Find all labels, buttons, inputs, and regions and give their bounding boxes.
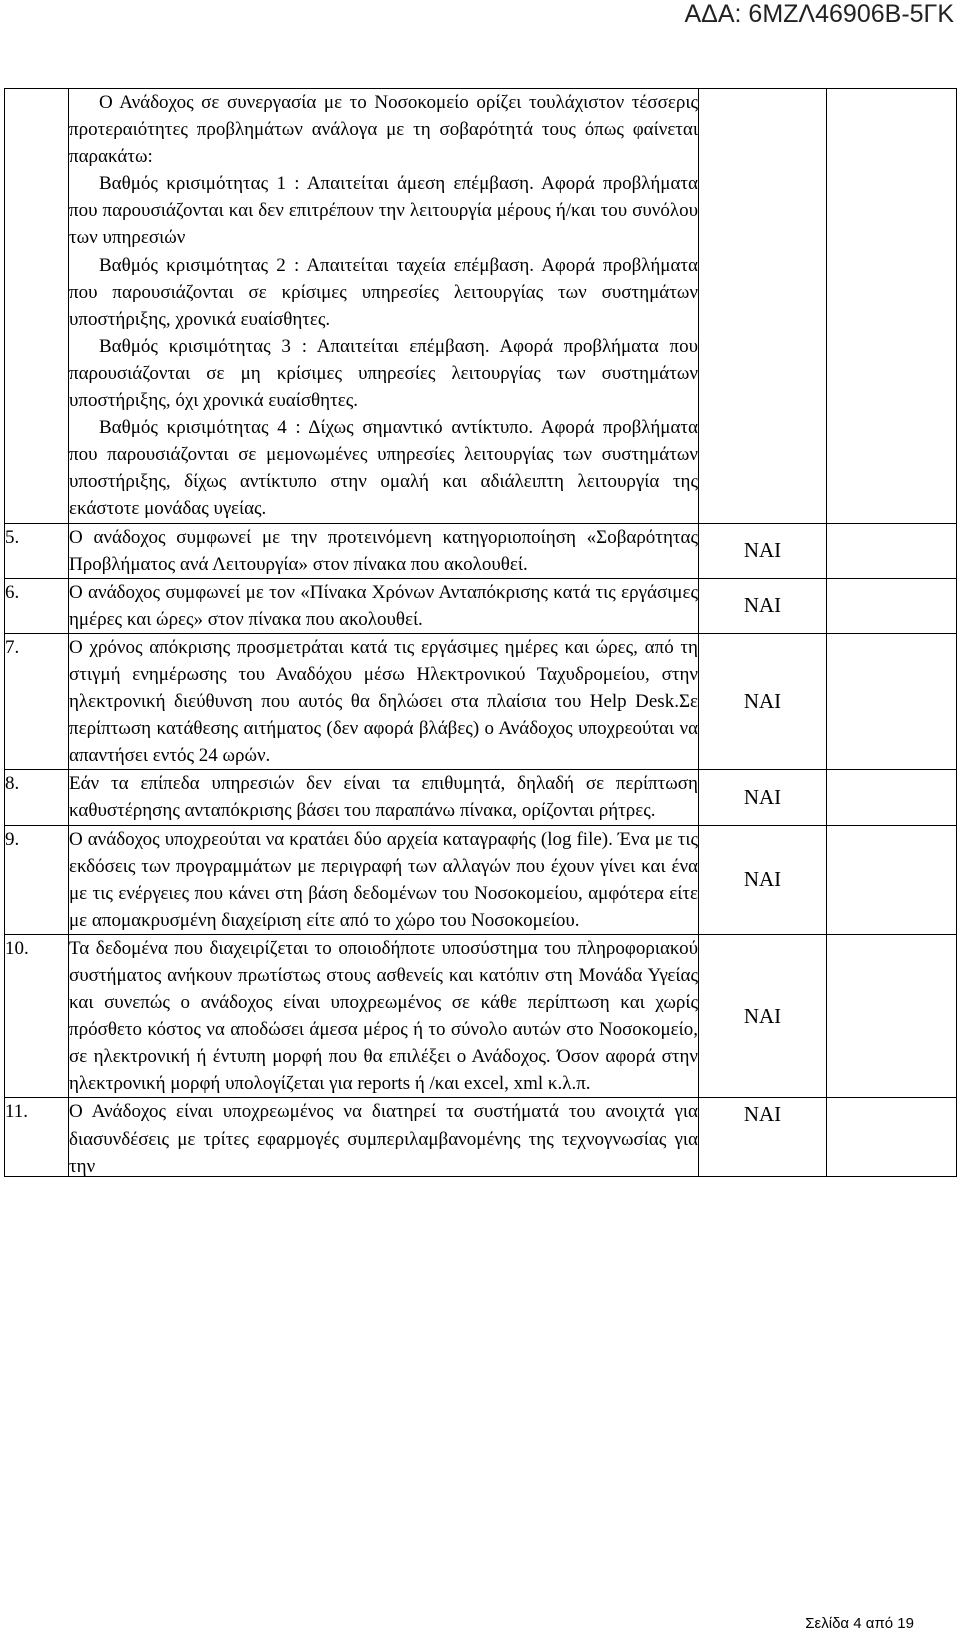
table-row (5, 578, 957, 633)
answer-cell: ΝΑΙ (699, 825, 827, 934)
answer-cell: ΝΑΙ (699, 934, 827, 1098)
answer-cell: ΝΑΙ (699, 770, 827, 825)
reference-cell (827, 825, 957, 934)
table-row (5, 633, 957, 769)
row-number-cell (5, 89, 69, 524)
table-row (5, 523, 957, 578)
criticality-level-3: Βαθμός κρισιμότητας 3 : Απαιτείται επέμβαση. Αφορά προβλήματα που παρουσιάζονται σε μη κρίσιμες υπηρεσίες λειτουργίας των συστημάτων υποστήριξης, όχι χρονικά ευαίσθητες. (69, 335, 698, 412)
table-row (5, 1098, 957, 1177)
answer-cell: ΝΑΙ (699, 633, 827, 769)
row-number: 6. (5, 578, 69, 633)
reference-cell (827, 578, 957, 633)
row-text: Ο Ανάδοχος είναι υποχρεωμένος να διατηρεί τα συστήματά του ανοιχτά για διασυνδέσεις με τρίτες εφαρμογές συμπεριλαμβανομένης της τεχνογνωσίας για την (69, 1101, 698, 1177)
answer-cell: ΝΑΙ (699, 578, 827, 633)
row-text: Ο χρόνος απόκρισης προσμετράται κατά τις εργάσιμες ημέρες και ώρες, από τη στιγμή ενημέρωσης του Αναδόχου μέσω Ηλεκτρονικού Ταχυδρομείου, στην ηλεκτρονική διεύθυνση που αυτός θα δηλώσει στα πλαίσια του Help Desk.Σε περίπτωση κατάθεσης αιτήματος (δεν αφορά βλάβες) ο Ανάδοχος υποχρεούται να απαντήσει εντός 24 ωρών. (69, 633, 699, 769)
requirements-table (4, 88, 957, 1177)
ada-code: ΑΔΑ: 6ΜΖΛ46906Β-5ΓΚ (684, 0, 954, 28)
answer-cell (699, 89, 827, 524)
row-text: Ο ανάδοχος υποχρεούται να κρατάει δύο αρχεία καταγραφής (log file). Ένα με τις εκδόσεις των προγραμμάτων με περιγραφή των αλλαγών που έχουν γίνει και ένα με τις ενέργειες που κάνει στη βάση δεδομένων του Νοσοκομείου, αμφότερα είτε με απομακρυσμένη διαχείριση είτε από το χώρο του Νοσοκομείου. (69, 825, 699, 934)
reference-cell (827, 633, 957, 769)
criticality-level-4: Βαθμός κρισιμότητας 4 : Δίχως σημαντικό αντίκτυπο. Αφορά προβλήματα που παρουσιάζονται σε μεμονωμένες υπηρεσίες λειτουργίας των συστημάτων υποστήριξης, δίχως αντίκτυπο στην ομαλή και αδιάλειπτη λειτουργία της εκάστοτε μονάδας υγείας. (69, 417, 698, 520)
intro-text-cell (69, 89, 699, 524)
reference-cell (827, 1098, 957, 1177)
reference-cell (827, 89, 957, 524)
row-number: 5. (5, 523, 69, 578)
row-text: Εάν τα επίπεδα υπηρεσιών δεν είναι τα επιθυμητά, δηλαδή σε περίπτωση καθυστέρησης ανταπόκρισης βάσει του παραπάνω πίνακα, ορίζονται ρήτρες. (69, 770, 699, 825)
row-number: 9. (5, 825, 69, 934)
row-number: 11. (5, 1098, 69, 1177)
table-row (5, 770, 957, 825)
reference-cell (827, 523, 957, 578)
reference-cell (827, 770, 957, 825)
row-text: Ο ανάδοχος συμφωνεί με τον «Πίνακα Χρόνων Ανταπόκρισης κατά τις εργάσιμες ημέρες και ώρες» στον πίνακα που ακολουθεί. (69, 578, 699, 633)
answer-cell: ΝΑΙ (699, 1098, 827, 1177)
row-number: 10. (5, 934, 69, 1098)
row-number: 8. (5, 770, 69, 825)
row-text: Τα δεδομένα που διαχειρίζεται το οποιοδήποτε υποσύστημα του πληροφοριακού συστήματος ανήκουν πρωτίστως στους ασθενείς και κατόπιν στη Μονάδα Υγείας και συνεπώς ο ανάδοχος είναι υποχρεωμένος σε κάθε περίπτωση και χωρίς πρόσθετο κόστος να αποδώσει άμεσα μέρος ή το σύνολο αυτών στο Νοσοκομείο, σε ηλεκτρονική ή έντυπη μορφή που θα επιλέξει ο Ανάδοχος. Όσον αφορά στην ηλεκτρονική μορφή υπολογίζεται για reports ή /και excel, xml κ.λ.π. (69, 934, 699, 1098)
row-number: 7. (5, 633, 69, 769)
table-row (5, 825, 957, 934)
criticality-level-2: Βαθμός κρισιμότητας 2 : Απαιτείται ταχεία επέμβαση. Αφορά προβλήματα που παρουσιάζονται σε κρίσιμες υπηρεσίες λειτουργίας των συστημάτων υποστήριξης, χρονικά ευαίσθητες. (69, 254, 698, 330)
page-number: Σελίδα 4 από 19 (805, 1615, 914, 1632)
criticality-level-1: Βαθμός κρισιμότητας 1 : Απαιτείται άμεση επέμβαση. Αφορά προβλήματα που παρουσιάζονται και δεν επιτρέπουν την λειτουργία μέρους ή/και του συνόλου των υπηρεσιών (69, 173, 698, 249)
table-row (5, 934, 957, 1098)
table-row-intro (5, 89, 957, 524)
reference-cell (827, 934, 957, 1098)
row-text: Ο ανάδοχος συμφωνεί με την προτεινόμενη κατηγοριοποίηση «Σοβαρότητας Προβλήματος ανά Λειτουργία» στον πίνακα που ακολουθεί. (69, 523, 699, 578)
intro-paragraph: Ο Ανάδοχος σε συνεργασία με το Νοσοκομείο ορίζει τουλάχιστον τέσσερις προτεραιότητες προβλημάτων ανάλογα με τη σοβαρότητά τους όπως φαίνεται παρακάτω: (69, 92, 698, 168)
answer-cell: ΝΑΙ (699, 523, 827, 578)
row-text-cell (69, 1098, 699, 1177)
